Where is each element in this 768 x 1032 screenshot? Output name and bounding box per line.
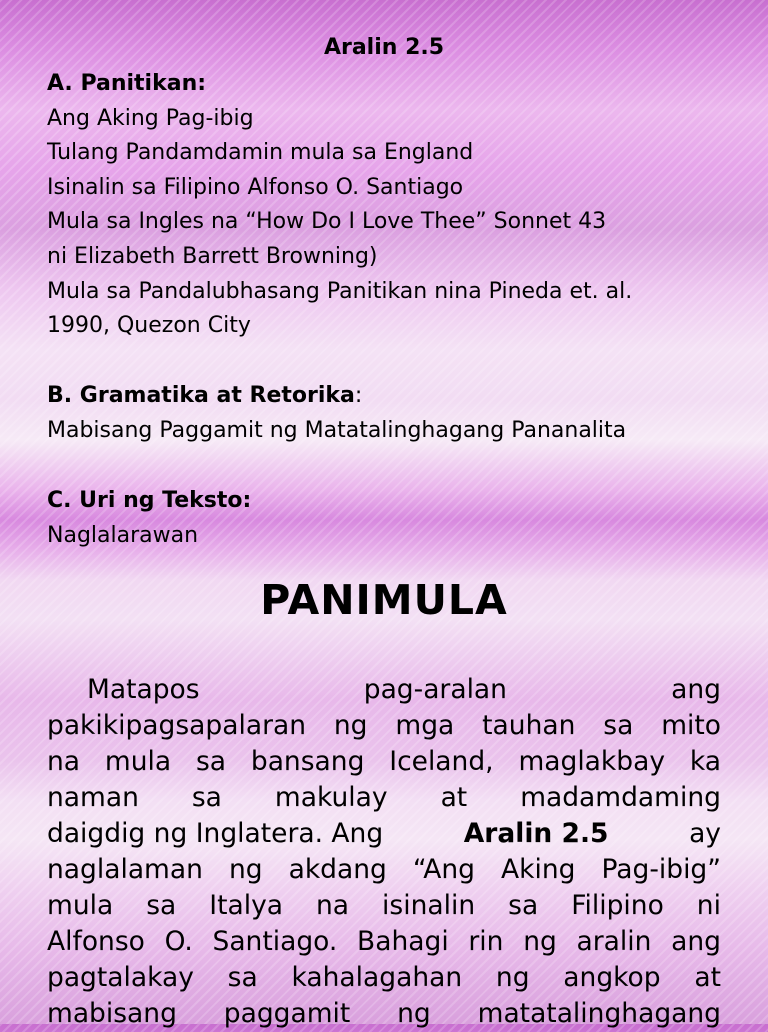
- intro-word: sa: [146, 890, 177, 921]
- intro-word: mabisang: [47, 998, 177, 1029]
- section-c: [47, 484, 721, 553]
- intro-word: Filipino: [571, 890, 664, 921]
- intro-word: Italya: [209, 890, 283, 921]
- section-b-line: Mabisang Paggamit ng Matatalinghagang Pananalita: [47, 417, 627, 443]
- intro-line: pakikipagsapalaran ng mga tauhan sa mito: [47, 710, 721, 741]
- intro-text: ay: [689, 818, 721, 849]
- intro-word: Matapos: [87, 674, 200, 705]
- intro-text: daigdig ng Inglatera. Ang: [47, 818, 384, 849]
- section-b-heading: B. Gramatika at Retorika: [47, 383, 355, 408]
- intro-word: mula: [47, 890, 114, 921]
- intro-word: sa: [191, 782, 222, 813]
- lesson-title: Aralin 2.5: [323, 35, 445, 60]
- intro-word: sa: [508, 890, 539, 921]
- intro-word: paggamit: [223, 998, 351, 1029]
- intro-word: ang: [671, 674, 721, 705]
- intro-word: na: [316, 890, 350, 921]
- intro-word: matatalinghagang: [477, 998, 721, 1029]
- section-a-line: Tulang Pandamdamin mula sa England: [47, 140, 474, 166]
- section-c-heading: C. Uri ng Teksto:: [47, 488, 252, 513]
- intro-paragraph: [47, 672, 721, 1032]
- section-a-line: 1990, Quezon City: [47, 313, 251, 339]
- section-a-line: ni Elizabeth Barrett Browning): [47, 243, 378, 269]
- intro-emphasis: Aralin 2.5: [463, 818, 609, 849]
- section-c-line: Naglalarawan: [47, 522, 199, 548]
- intro-word: pag-aralan: [363, 674, 507, 705]
- intro-word: isinalin: [382, 890, 476, 921]
- section-a-line: Isinalin sa Filipino Alfonso O. Santiago: [47, 174, 464, 200]
- intro-word: makulay: [274, 782, 388, 813]
- intro-word: ng: [397, 998, 431, 1029]
- section-a: [47, 67, 721, 344]
- intro-line: na mula sa bansang Iceland, maglakbay ka: [47, 746, 721, 777]
- section-a-line: Mula sa Ingles na “How Do I Love Thee” Sonnet 43: [47, 209, 607, 235]
- section-b: [47, 379, 721, 448]
- intro-line: pagtalakay sa kahalagahan ng angkop at: [47, 962, 721, 993]
- section-b-colon: :: [354, 383, 363, 408]
- section-a-heading: A. Panitikan:: [47, 71, 207, 96]
- intro-word: ni: [696, 890, 721, 921]
- intro-line: naglalaman ng akdang “Ang Aking Pag-ibig”: [47, 854, 721, 885]
- intro-heading: PANIMULA: [260, 576, 508, 624]
- section-a-line: Ang Aking Pag-ibig: [47, 105, 254, 131]
- intro-word: at: [440, 782, 468, 813]
- intro-word: madamdaming: [520, 782, 721, 813]
- intro-word: naman: [47, 782, 139, 813]
- section-a-line: Mula sa Pandalubhasang Panitikan nina Pineda et. al.: [47, 278, 633, 304]
- intro-line: Alfonso O. Santiago. Bahagi rin ng aralin ang: [47, 926, 721, 957]
